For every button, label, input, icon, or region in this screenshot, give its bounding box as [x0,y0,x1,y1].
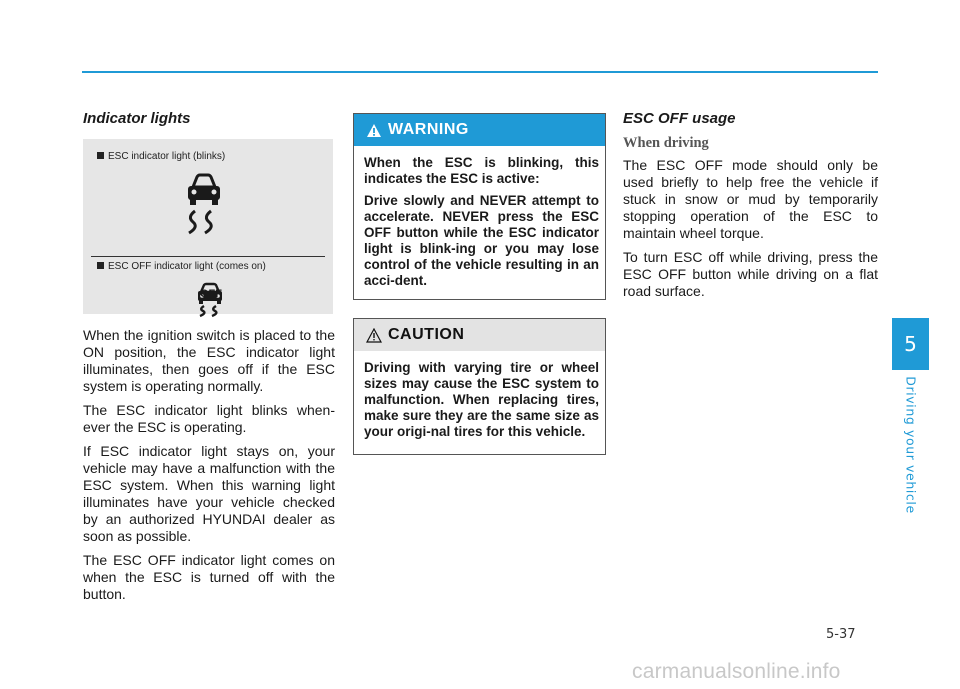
warning-paragraph: Drive slowly and NEVER attempt to accelerate. NEVER press the ESC OFF button while the ESC indicator light is blink-ing or you may lose control of the vehicle resulting in an acci-dent. [364,193,599,288]
subheading-when-driving: When driving [623,135,709,151]
bullet-square-icon [97,152,104,159]
off-label: OFF [200,288,222,300]
warning-box [353,113,606,300]
figure-caption-esc-off-text: ESC OFF indicator light (comes on) [108,261,266,272]
watermark: carmanualsonline.info [632,660,841,683]
middle-column [353,113,606,455]
page-number: 5-37 [826,627,856,642]
figure-divider [91,256,325,257]
caution-body [354,351,605,454]
chapter-title-text: Driving your vehicle [903,376,918,514]
indicator-figure [83,139,333,314]
chapter-title-label [892,375,929,515]
paragraph: If ESC indicator light stays on, your vehicle may have a malfunction with the ESC system. When this warning light illuminates have your vehicle checked by an authorized HYUNDAI dealer as soon as possible. [83,443,335,544]
esc-indicator-icon [181,171,227,243]
left-column [83,110,335,610]
warning-body [354,146,605,299]
header-rule [82,71,878,73]
caution-title: CAUTION [388,326,465,343]
section-heading-esc-off-usage: ESC OFF usage [623,110,736,127]
right-body [623,157,878,300]
paragraph: When the ignition switch is placed to the ON position, the ESC indicator light illuminates, then goes off if the ESC system is operating normally. [83,327,335,394]
section-heading-indicator-lights: Indicator lights [83,110,191,127]
paragraph: The ESC indicator light blinks when-ever the ESC is operating. [83,402,335,435]
paragraph: To turn ESC off while driving, press the ESC OFF button while driving on a flat road surface. [623,249,878,299]
warning-title: WARNING [388,121,469,138]
warning-paragraph: When the ESC is blinking, this indicates the ESC is active: [364,155,599,186]
figure-caption-esc-off [97,261,266,272]
paragraph: The ESC OFF mode should only be used briefly to help free the vehicle if stuck in snow or mud by temporarily stopping operation of the ESC to maintain wheel torque. [623,157,878,241]
warning-header [354,114,605,146]
figure-caption-esc [97,151,225,162]
caution-paragraph: Driving with varying tire or wheel sizes may cause the ESC system to malfunction. When replacing tires, make sure they are the same size as your origi-nal tires for this vehicle. [364,360,599,439]
paragraph: The ESC OFF indicator light comes on when the ESC is turned off with the button. [83,552,335,602]
warning-triangle-icon [366,123,382,138]
caution-triangle-icon [366,328,382,343]
chapter-number-tab: 5 [892,318,929,370]
figure-caption-esc-text: ESC indicator light (blinks) [108,151,226,162]
caution-box [353,318,606,455]
bullet-square-icon [97,262,104,269]
right-column [623,110,878,307]
caution-header [354,319,605,351]
left-body [83,327,335,603]
